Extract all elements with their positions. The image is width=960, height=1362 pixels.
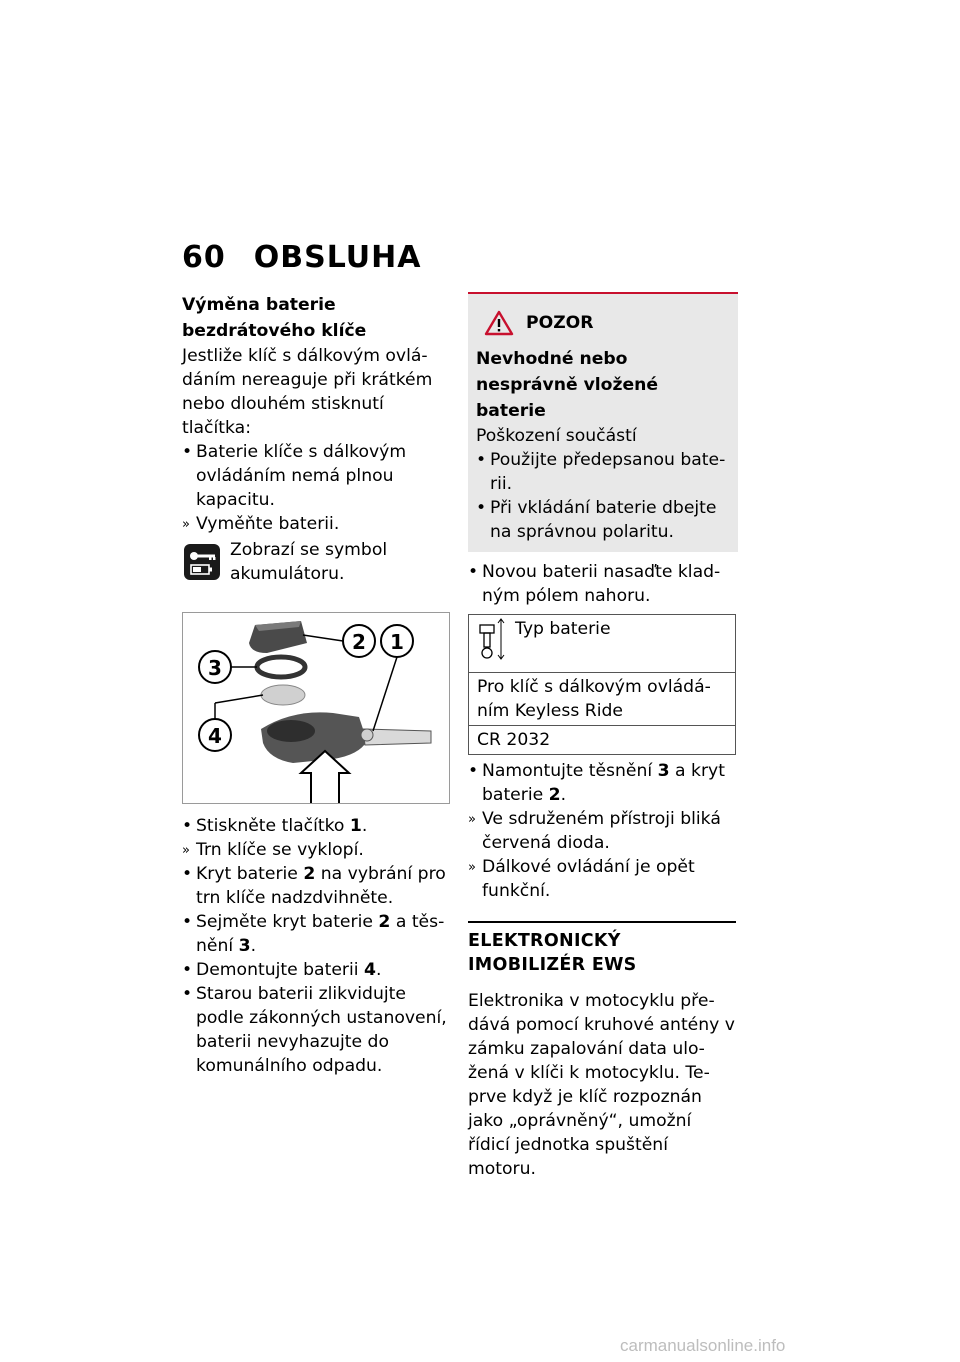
warning-heading: Nevhodné nebo nesprávně vložené baterie — [476, 349, 659, 421]
spec-value-row — [469, 726, 735, 754]
callout-label-1: 1 — [390, 630, 404, 654]
intro-text: Jestliže klíč s dálkovým ovládáním nereaguje při krátkém nebo dlouhém stisknutí tlačítka: — [182, 346, 433, 438]
bullet-marker: • — [468, 562, 479, 582]
callout-label-4: 4 — [208, 724, 222, 748]
bullet-marker: • — [182, 816, 193, 836]
footer-watermark: carmanualsonline.info — [620, 1336, 786, 1355]
bullet-marker: • — [182, 984, 193, 1004]
page-header — [182, 240, 449, 275]
result-item — [468, 855, 736, 903]
ews-section-title: ELEKTRONICKÝ IMOBILIZÉR EWS — [468, 921, 736, 977]
step-text-mid: a těsnění — [196, 912, 445, 956]
step-item — [182, 814, 450, 838]
callout-label-3: 3 — [208, 656, 222, 680]
bullet-marker: • — [476, 450, 487, 470]
step-text: Kryt baterie — [196, 864, 304, 884]
bullet-marker: • — [182, 864, 193, 884]
bullet-marker: • — [468, 761, 479, 781]
step-item — [468, 560, 736, 608]
bullet-marker: • — [182, 960, 193, 980]
result-text: Trn klíče se vyklopí. — [196, 840, 364, 860]
result-item — [468, 807, 736, 855]
step-text-end: . — [250, 936, 257, 956]
step-text-mid: a kryt baterie — [482, 761, 725, 805]
part-number: 3 — [657, 761, 670, 781]
step-item — [182, 982, 450, 1078]
page-number: 60 — [182, 240, 226, 275]
part-number: 2 — [548, 785, 561, 805]
part-number: 2 — [303, 864, 316, 884]
result-marker: » — [182, 517, 190, 532]
ews-section-text: Elektronika v motocyklu předává pomocí kruhové antény v zámku zapalování data uložená v klíči k motocyklu. Teprve když je klíč rozpoznán jako „oprávněný“, umožní řídicí jednotka spuštění motoru. — [468, 991, 735, 1179]
spec-value: CR 2032 — [477, 730, 551, 750]
bullet-marker: • — [182, 442, 193, 462]
step-text: Namontujte těsnění — [482, 761, 658, 781]
section-title: OBSLUHA — [253, 240, 422, 275]
result-text: Dálkové ovládání je opět funkční. — [482, 857, 695, 901]
step-text-end: na vybrání pro trn klíče nadzdvihněte. — [196, 864, 446, 908]
bullet-marker: • — [476, 498, 487, 518]
result-marker: » — [468, 860, 476, 875]
warning-item — [476, 496, 730, 544]
step-text-end: . — [375, 960, 382, 980]
step-text: Sejměte kryt baterie — [196, 912, 379, 932]
step-item — [182, 958, 450, 982]
condition-item — [182, 440, 450, 512]
step-item — [182, 862, 450, 910]
step-text: Novou baterii nasaďte kladným pólem nahoru. — [482, 562, 721, 606]
result-text: Vyměňte baterii. — [196, 514, 340, 534]
part-number: 2 — [378, 912, 391, 932]
battery-symbol-note — [184, 538, 450, 586]
result-marker: » — [468, 812, 476, 827]
warning-item-text: Použijte předepsanou baterii. — [490, 450, 726, 494]
battery-spec-table — [468, 614, 736, 755]
warning-item-text: Při vkládání baterie dbejte na správnou polaritu. — [490, 498, 717, 542]
part-number: 1 — [349, 816, 362, 836]
warning-title: POZOR — [526, 313, 594, 333]
spec-label-row — [469, 615, 735, 673]
step-text-end: . — [361, 816, 368, 836]
result-item — [182, 512, 450, 536]
right-column — [468, 292, 736, 1181]
step-item — [182, 910, 450, 958]
step-text-end: . — [560, 785, 567, 805]
condition-text: Baterie klíče s dálkovým ovládáním nemá plnou kapacitu. — [196, 442, 407, 510]
bullet-marker: • — [182, 912, 193, 932]
warning-sub: Poškození součástí — [476, 426, 637, 446]
warning-header — [484, 310, 730, 336]
spec-desc-row — [469, 673, 735, 726]
warning-triangle-icon — [484, 310, 514, 336]
step-text: Starou baterii zlikvidujte podle zákonných ustanovení, baterii nevyhazujte do komunálního odpadu. — [196, 984, 447, 1076]
step-text: Demontujte baterii — [196, 960, 364, 980]
spec-desc: Pro klíč s dálkovým ovládáním Keyless Ride — [477, 677, 711, 721]
icon-text: Zobrazí se symbol akumulátoru. — [230, 540, 388, 584]
result-text: Ve sdruženém přístroji bliká červená dioda. — [482, 809, 721, 853]
result-marker: » — [182, 843, 190, 858]
result-item — [182, 838, 450, 862]
battery-heading: Výměna baterie bezdrátového klíče — [182, 295, 367, 341]
warning-box — [468, 292, 738, 552]
battery-type-icon — [477, 617, 507, 663]
left-column — [182, 292, 450, 1078]
part-number: 4 — [363, 960, 376, 980]
spec-label: Typ baterie — [515, 619, 611, 639]
warning-item — [476, 448, 730, 496]
key-exploded-figure — [182, 612, 450, 804]
step-text: Stiskněte tlačítko — [196, 816, 350, 836]
step-item — [468, 759, 736, 807]
callout-label-2: 2 — [352, 630, 366, 654]
key-battery-icon — [184, 544, 220, 580]
part-number: 3 — [238, 936, 251, 956]
